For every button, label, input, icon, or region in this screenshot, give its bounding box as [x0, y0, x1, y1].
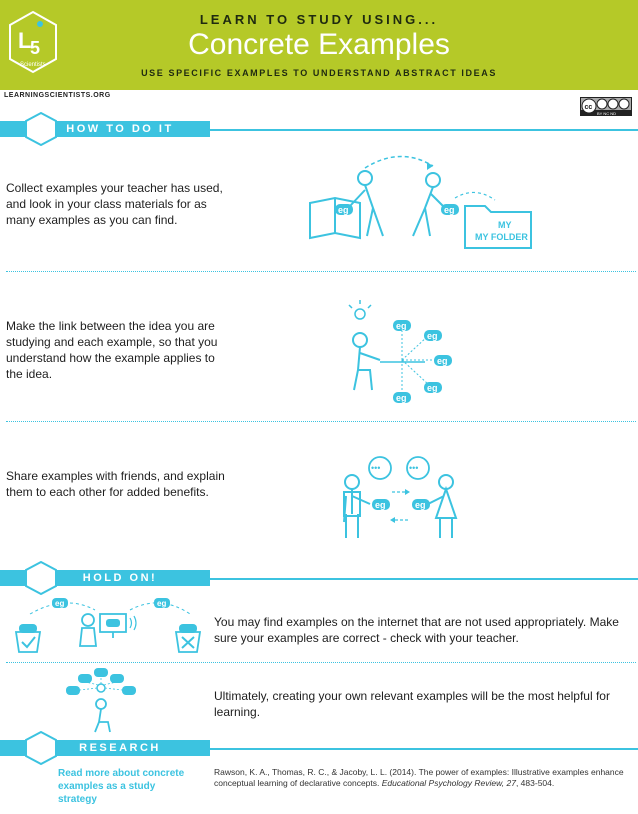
svg-text:eg: eg — [444, 205, 455, 215]
svg-text:•••: ••• — [409, 463, 419, 473]
citation-pages: , 483-504. — [515, 778, 555, 788]
hold-1-text: You may find examples on the internet that are not used appropriately. Make sure your examples are correct - check with your teacher. — [214, 615, 619, 645]
step-1-text: Collect examples your teacher has used, and look in your class materials for as many examples as you can find. — [6, 181, 223, 227]
svg-text:eg: eg — [415, 500, 426, 510]
research-link[interactable]: Read more about concrete examples as a study strategy — [58, 768, 185, 805]
svg-text:eg: eg — [427, 331, 438, 341]
svg-text:eg: eg — [157, 599, 167, 608]
hexagon-icon — [24, 561, 58, 595]
svg-text:•••: ••• — [371, 463, 381, 473]
hexagon-icon — [24, 112, 58, 146]
svg-text:eg: eg — [437, 356, 448, 366]
site-link[interactable]: LEARNINGSCIENTISTS.ORG — [4, 92, 111, 99]
svg-text:BY NC ND: BY NC ND — [597, 111, 617, 116]
create-examples-illustration — [62, 666, 142, 734]
svg-text:eg: eg — [55, 599, 65, 608]
hexagon-icon — [24, 731, 58, 765]
svg-text:eg: eg — [338, 205, 349, 215]
divider — [6, 271, 636, 272]
svg-text:MY FOLDER: MY FOLDER — [475, 232, 528, 242]
citation — [214, 767, 634, 789]
link-idea-illustration — [340, 298, 460, 410]
page-title: Concrete Examples — [188, 28, 450, 61]
collect-examples-illustration — [305, 148, 535, 253]
svg-text:eg: eg — [396, 321, 407, 331]
header-pretitle: LEARN TO STUDY USING... — [199, 12, 439, 27]
svg-text:cc: cc — [584, 104, 593, 111]
svg-text:MY: MY — [498, 220, 512, 230]
step-2-text: Make the link between the idea you are studying and each example, so that you understand how the example applies to the idea. — [6, 319, 218, 381]
section-title-hold-on: HOLD ON! — [82, 572, 158, 584]
header-subtitle: USE SPECIFIC EXAMPLES TO UNDERSTAND ABSTRACT IDEAS — [141, 68, 497, 78]
citation-authors: Rawson, K. A., Thomas, R. C., & Jacoby, L. L. (2014). The power of examples: Illustrative examples enhance conceptual learning of declarative concepts. — [214, 767, 624, 788]
divider — [6, 662, 636, 663]
check-examples-illustration — [10, 592, 210, 656]
creative-commons-badge[interactable] — [580, 97, 632, 116]
section-title-research: RESEARCH — [79, 742, 161, 754]
svg-text:eg: eg — [427, 383, 438, 393]
section-title-how-to: HOW TO DO IT — [66, 123, 174, 135]
citation-journal: Educational Psychology Review, 27 — [381, 778, 516, 788]
svg-text:5: 5 — [30, 38, 41, 58]
hold-2-text: Ultimately, creating your own relevant examples will be the most helpful for learning. — [214, 689, 610, 719]
divider — [6, 421, 636, 422]
svg-text:Scientists: Scientists — [20, 62, 46, 68]
svg-text:eg: eg — [396, 393, 407, 403]
step-3-text: Share examples with friends, and explain them to each other for added benefits. — [6, 469, 225, 499]
share-examples-illustration — [330, 452, 470, 544]
svg-text:eg: eg — [375, 500, 386, 510]
svg-text:L: L — [18, 28, 32, 53]
